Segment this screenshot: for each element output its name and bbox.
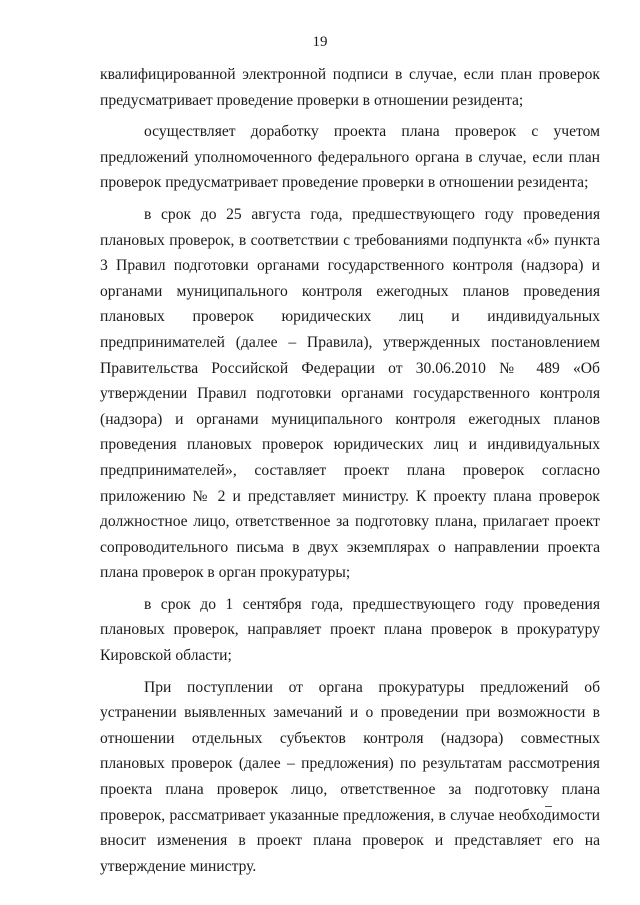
page-number: 19 [312,34,328,50]
paragraph-5: При поступлении от органа прокуратуры предложений об устранении выявленных замечаний и о проведении при возможности в отношении отдельных субъектов контроля (надзора) совместных плановых проверок (далее – предложения) по результатам рассмотрения проекта плана проверок лицо, ответственное за подготовку плана проверок, рассматривает указанные предложения, в случае необходимости вносит изменения в проект плана проверок и представляет его на утверждение министру. [100,678,600,875]
document-body [100,62,600,879]
paragraph-4: в срок до 1 сентября года, предшествующего году проведения плановых проверок, направляет проект плана проверок в прокуратуру Кировской области; [100,595,600,665]
paragraph-2: осуществляет доработку проекта плана проверок с учетом предложений уполномоченного федерального органа в случае, если план проверок предусматривает проведение проверки в отношении резидента; [100,123,600,192]
scan-mark [545,806,552,807]
paragraph-3: в срок до 25 августа года, предшествующего году проведения плановых проверок, в соответствии с требованиями подпункта «б» пункта 3 Правил подготовки органами государственного контроля (надзора) и органами муниципального контроля ежегодных планов проведения плановых проверок юридических лиц и индивидуальных предпринимателей (далее – Правила), утвержденных постановлением Правительства Российской Федерации от 30.06.2010 № 489 «Об утверждении Правил подготовки органами государственного контроля (надзора) и органами муниципального контроля ежегодных планов проведения плановых проверок юридических лиц и индивидуальных предпринимателей», составляет проект плана проверок согласно приложению № 2 и представляет министру. К проекту плана проверок должностное лицо, ответственное за подготовку плана, прилагает проект сопроводительного письма в двух экземплярах о направлении проекта плана проверок в орган прокуратуры; [100,205,600,582]
paragraph-1: квалифицированной электронной подписи в случае, если план проверок предусматривает проведение проверки в отношении резидента; [100,66,600,109]
